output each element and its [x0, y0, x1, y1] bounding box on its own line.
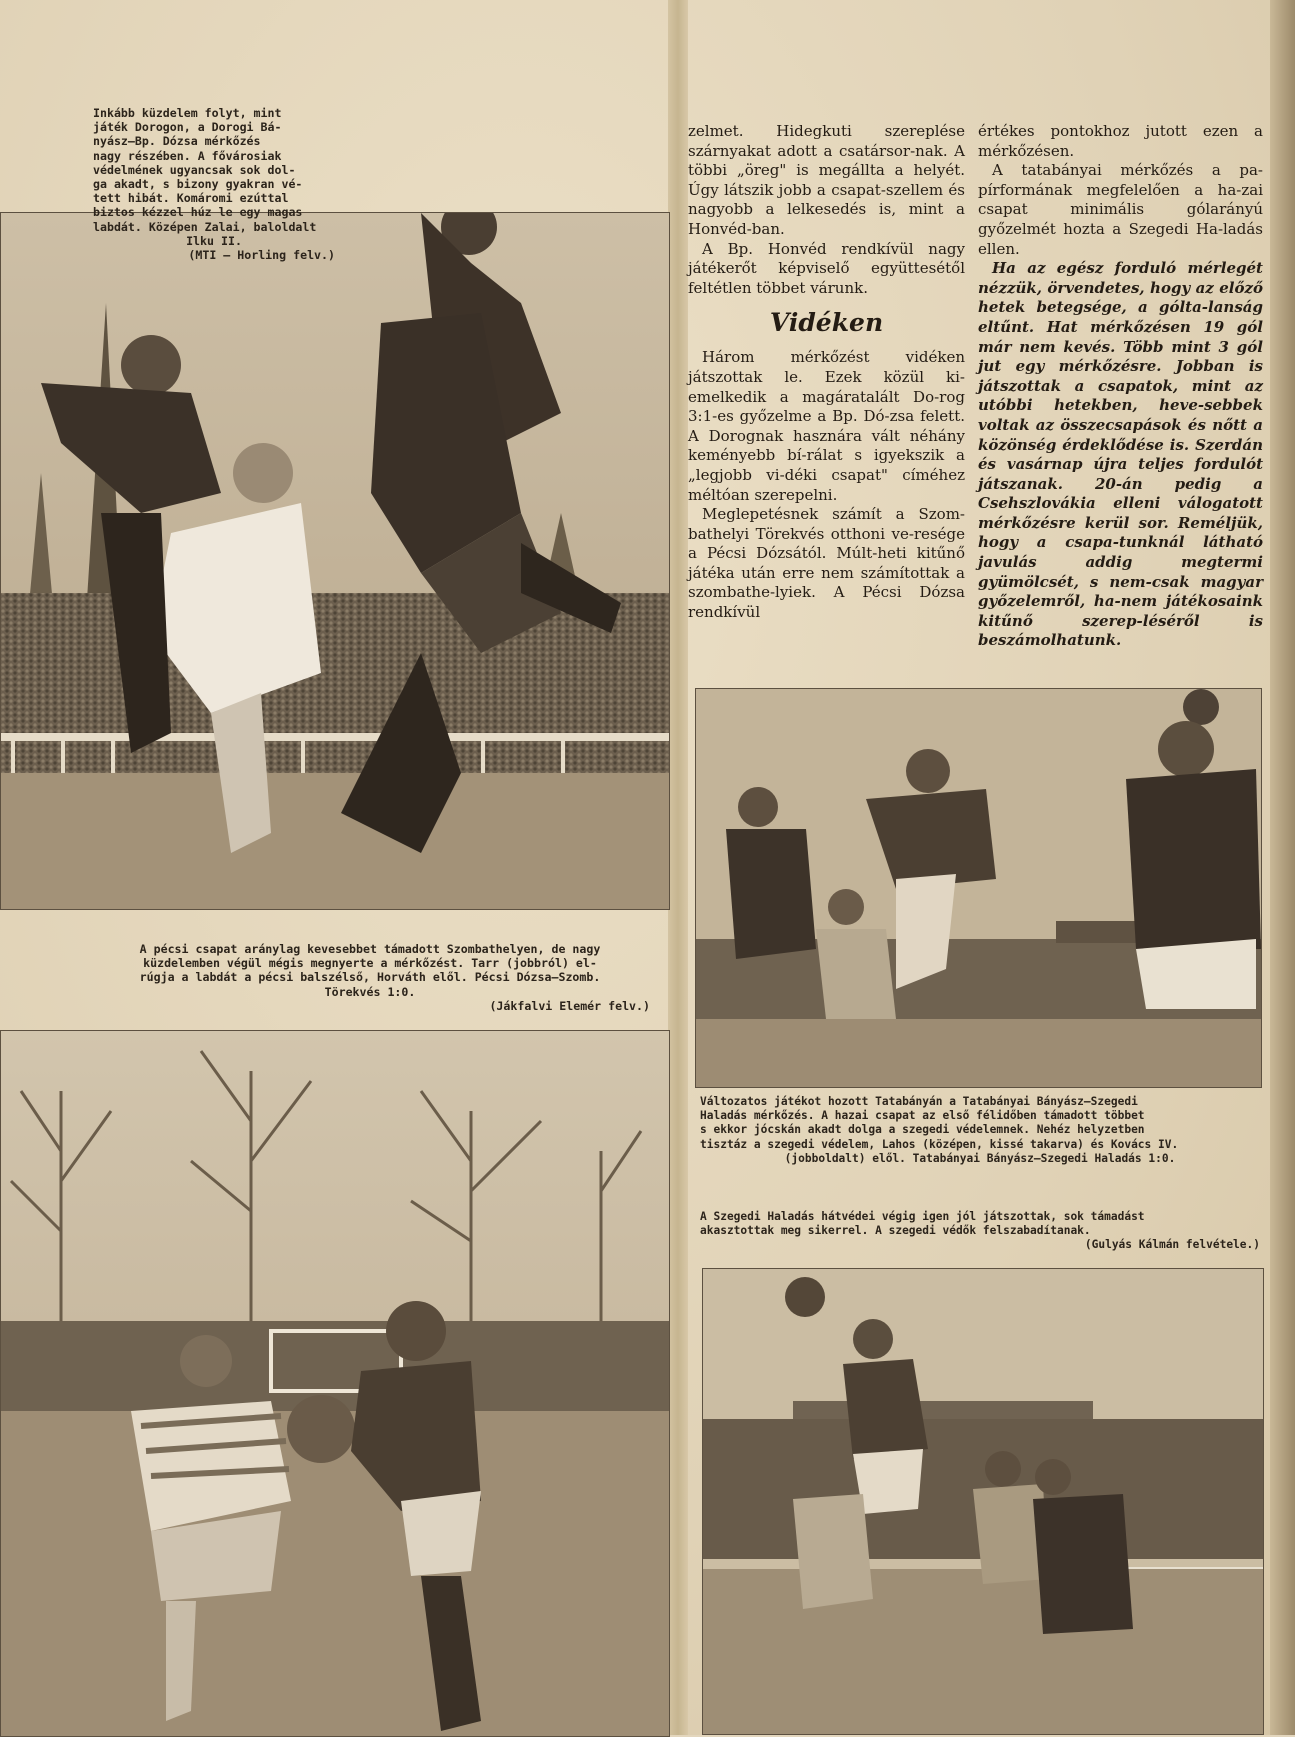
italic-summary: [978, 259, 1263, 651]
caption-line: küzdelemben végül mégis megnyerte a mérkőzést. Tarr (jobbról) el-: [143, 956, 597, 971]
caption-line: játék Dorogon, a Dorogi Bá-: [93, 120, 282, 135]
article-paragraph: zelmet. Hidegkuti szereplése szárnyakat adott a csatársor-nak. A többi „öreg" is megállta a helyét. Úgy látszik jobb a csapat-szellem és nagyobb a lelkesedés is, mint a Honvéd-ban.: [688, 122, 965, 238]
photo-goalkeeper-catch: [0, 212, 670, 910]
caption-line: A Szegedi Haladás hátvédei végig igen jól játszottak, sok támadást: [700, 1210, 1145, 1223]
caption-line: biztos kézzel húz le egy magas: [93, 205, 303, 220]
article-column-1: [688, 122, 965, 623]
caption-line: nyász—Bp. Dózsa mérkőzés: [93, 134, 261, 149]
caption-line: tisztáz a szegedi védelem, Lahos (középen, kissé takarva) és Kovács IV.: [700, 1137, 1179, 1151]
caption-line: rúgja a labdát a pécsi balszélső, Horváth elől. Pécsi Dózsa—Szomb.: [139, 970, 601, 985]
caption-line: Ilku II.: [186, 233, 242, 248]
caption-line: Változatos játékot hozott Tatabányán a Tatabányai Bányász—Szegedi: [700, 1095, 1138, 1108]
photo-pecs-szombathely: [0, 1030, 670, 1737]
caption-line: Inkább küzdelem folyt, mint: [93, 106, 282, 120]
section-heading: Vidéken: [769, 308, 884, 338]
article-paragraph: Ha az egész forduló mérlegét nézzük, örvendetes, hogy az előző hetek betegsége, a gólta-lanság eltűnt. Hat mérkőzésen 19 gól már nem kevés. Több mint 3 gól jut egy mérkőzésre. Jobban is játszottak a csapatok, mint az utóbbi hetekben, heve-sebbek voltak az összecsapások és nőtt a közönség érdeklődése is. Szerdán és vasárnap újra teljes fordulót játszanak. 20-án pedig a Csehszlovákia elleni válogatott mérkőzésre kerül sor. Reméljük, hogy a csapa-tunknál látható javulás addig megtermi gyümölcsét, s nem-csak magyar győzelemről, ha-nem játékosaink kitűnő szerep-léséről is beszámolhatunk.: [978, 259, 1263, 650]
caption-line: Haladás mérkőzés. A hazai csapat az első félidőben támadott többet: [700, 1109, 1145, 1123]
photo-szeged-defense: [702, 1268, 1264, 1735]
article-paragraph: Meglepetésnek számít a Szom-bathelyi Törekvés otthoni ve-resége a Pécsi Dózsától. Múlt-heti kitűnő játéka után erre nem számítottak a szombathe-lyiek. A Pécsi Dózsa rendkívül: [688, 505, 965, 622]
caption-line: A pécsi csapat aránylag kevesebbet támadott Szombathelyen, de nagy: [139, 942, 601, 956]
photo-credit: (Gulyás Kálmán felvétele.): [1084, 1238, 1260, 1252]
caption-right-bottom: [700, 1210, 1260, 1253]
article-paragraph: Három mérkőzést vidéken játszottak le. Ezek közül ki-emelkedik a magáratalált Do-rog 3:1-es győzelme a Bp. Dó-zsa felett. A Dorognak hasznára vált néhány keményebb bí-rálat s igyekszik a „legjobb vi-déki csapat" címéhez méltóan szerepelni.: [688, 348, 965, 504]
caption-middle-left: [90, 942, 650, 1013]
page-gutter: [668, 0, 688, 1735]
caption-line: (jobboldalt) elől. Tatabányai Bányász—Szegedi Haladás 1:0.: [784, 1151, 1176, 1165]
page-edge: [1270, 0, 1295, 1735]
caption-line: ga akadt, s bizony gyakran vé-: [93, 177, 303, 192]
photo-credit: (MTI — Horling felv.): [188, 248, 335, 263]
caption-line: akasztottak meg sikerrel. A szegedi védők felszabadítanak.: [700, 1224, 1091, 1238]
caption-line: nagy részében. A fővárosiak: [93, 148, 282, 163]
photo-tatabanya-header: [695, 688, 1262, 1088]
article-paragraph: értékes pontokhoz jutott ezen a mérkőzésen.: [978, 122, 1263, 160]
photo-credit: (Jákfalvi Elemér felv.): [489, 998, 650, 1013]
caption-line: tett hibát. Komáromi ezúttal: [93, 191, 289, 206]
caption-top-left: [93, 106, 335, 262]
article-paragraph: A Bp. Honvéd rendkívül nagy játékerőt képviselő együttesétől feltétlen többet várunk.: [688, 239, 965, 297]
article-column-2: [978, 122, 1263, 651]
caption-line: Törekvés 1:0.: [324, 984, 416, 999]
caption-right-middle: [700, 1095, 1260, 1166]
caption-line: labdát. Középen Zalai, baloldalt: [93, 219, 317, 234]
article-paragraph: A tatabányai mérkőzés a pa-pírformának megfelelően a ha-zai csapat minimális gólarányú győzelmét hozta a Szegedi Ha-ladás ellen.: [978, 161, 1263, 258]
caption-line: védelmének ugyancsak sok dol-: [93, 162, 296, 177]
caption-line: s ekkor jócskán akadt dolga a szegedi védelemnek. Nehéz helyzetben: [700, 1123, 1145, 1137]
